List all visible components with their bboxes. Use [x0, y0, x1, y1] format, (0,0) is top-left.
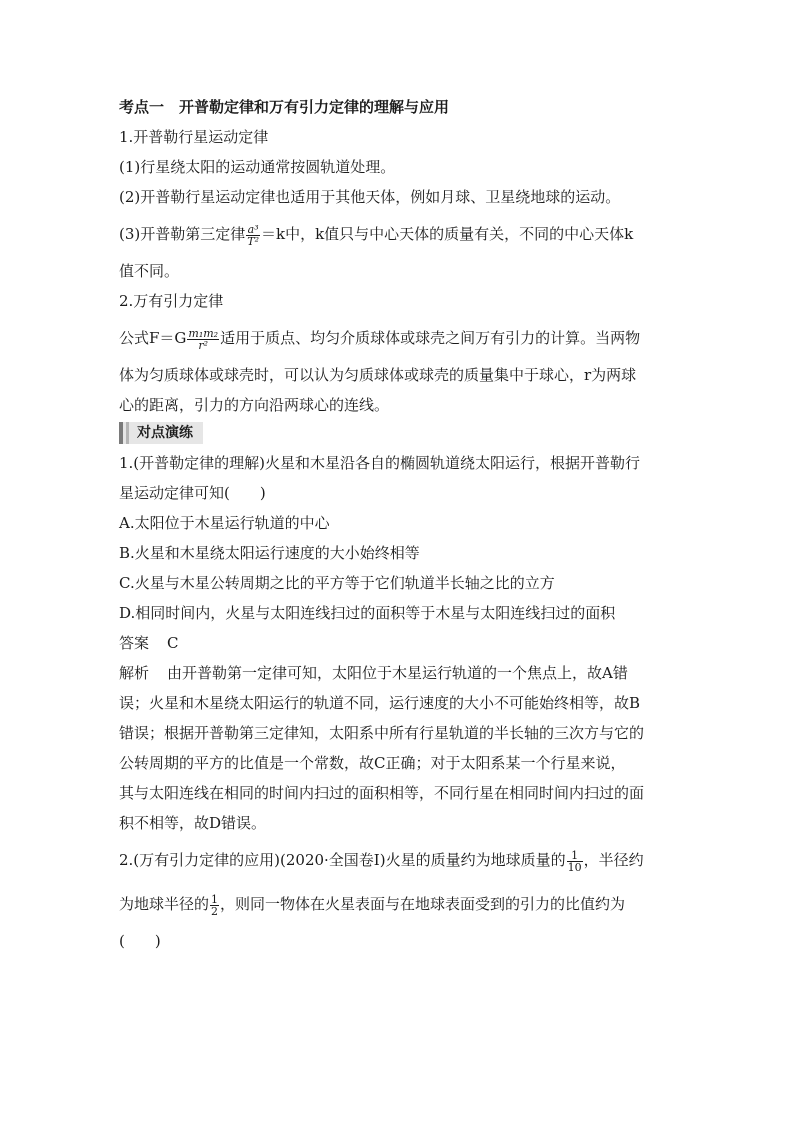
fraction-numerator: a³: [247, 222, 259, 236]
question-1-option-a: A.太阳位于木星运行轨道的中心: [119, 514, 330, 532]
paragraph-3-continued: 值不同。: [119, 262, 180, 280]
explanation-label: 解析: [119, 664, 150, 682]
heading-gravitation-law: 2.万有引力定律: [119, 292, 224, 310]
fraction-denominator: r²: [198, 338, 209, 352]
question-1-option-c: C.火星与木星公转周期之比的平方等于它们轨道半长轴之比的立方: [119, 574, 555, 592]
p3-text-pre: (3)开普勒第三定律: [119, 225, 246, 243]
fraction-numerator: m₁m₂: [188, 326, 219, 340]
fraction-denominator: 10: [567, 860, 582, 874]
fraction-numerator: 1: [567, 850, 583, 862]
question-1-stem: 1.(开普勒定律的理解)火星和木星沿各自的椭圆轨道绕太阳运行，根据开普勒行: [119, 454, 641, 472]
q2-b-text-post: ，则同一物体在火星表面与在地球表面受到的引力的比值约为: [220, 895, 626, 913]
heading-kepler-laws: 1.开普勒行星运动定律: [119, 128, 269, 146]
fraction-denominator: 2: [211, 904, 219, 918]
gravitation-formula-fraction: [187, 328, 219, 351]
kepler-third-law-fraction: [246, 224, 260, 247]
question-2-stem-continued: [119, 882, 679, 926]
explanation-line-2: 误；火星和木星绕太阳运行的轨道不同，运行速度的大小不可能始终相等，故B: [119, 694, 641, 712]
fraction-denominator: T²: [247, 234, 259, 248]
question-1-stem-continued: 星运动定律可知( ): [119, 484, 266, 502]
explanation-line-6: 积不相等，故D错误。: [119, 814, 267, 832]
fraction-numerator: 1: [211, 892, 219, 906]
answer-label: 答案: [119, 634, 150, 652]
q2-b-text-pre: 为地球半径的: [119, 895, 210, 913]
explanation-text-1: 由开普勒第一定律可知，太阳位于木星运行轨道的一个焦点上，故A错: [167, 664, 628, 682]
practice-banner: 对点演练: [119, 422, 203, 444]
explanation-line-1: [119, 658, 679, 688]
section-title: 考点一 开普勒定律和万有引力定律的理解与应用: [119, 98, 450, 116]
paragraph-1: (1)行星绕太阳的运动通常按圆轨道处理。: [119, 158, 396, 176]
p4-text-pre: 公式F＝G: [119, 329, 187, 347]
paragraph-4-continued-2: 心的距离，引力的方向沿两球心的连线。: [119, 396, 390, 414]
question-2-stem: [119, 838, 679, 882]
p4-text-post: 适用于质点、均匀介质球体或球壳之间万有引力的计算。当两物: [220, 329, 641, 347]
mass-ratio-fraction: [567, 850, 583, 873]
q2-text-pre: 2.(万有引力定律的应用)(2020·全国卷Ⅰ)火星的质量约为地球质量的: [119, 851, 566, 869]
explanation-line-5: 其与太阳连线在相同的时间内扫过的面积相等，不同行星在相同时间内扫过的面: [119, 784, 645, 802]
p3-text-post: ＝k中，k值只与中心天体的质量有关，不同的中心天体k: [261, 225, 634, 243]
question-2-answer-blank: ( ): [119, 932, 161, 950]
question-1-option-d: D.相同时间内，火星与太阳连线扫过的面积等于木星与太阳连线扫过的面积: [119, 604, 616, 622]
document-page: [119, 92, 679, 956]
question-1-option-b: B.火星和木星绕太阳运行速度的大小始终相等: [119, 544, 420, 562]
paragraph-4: [119, 316, 679, 360]
paragraph-3: [119, 212, 679, 256]
answer-value: C: [167, 634, 179, 652]
explanation-line-4: 公转周期的平方的比值是一个常数，故C正确；对于太阳系某一个行星来说，: [119, 754, 626, 772]
radius-ratio-fraction: [210, 894, 219, 917]
paragraph-4-continued-1: 体为匀质球体或球壳时，可以认为匀质球体或球壳的质量集中于球心，r为两球: [119, 366, 637, 384]
q2-text-post: ，半径约: [583, 851, 644, 869]
explanation-line-3: 错误；根据开普勒第三定律知，太阳系中所有行星轨道的半长轴的三次方与它的: [119, 724, 645, 742]
answer-line: [119, 628, 679, 658]
paragraph-2: (2)开普勒行星运动定律也适用于其他天体，例如月球、卫星绕地球的运动。: [119, 188, 621, 206]
